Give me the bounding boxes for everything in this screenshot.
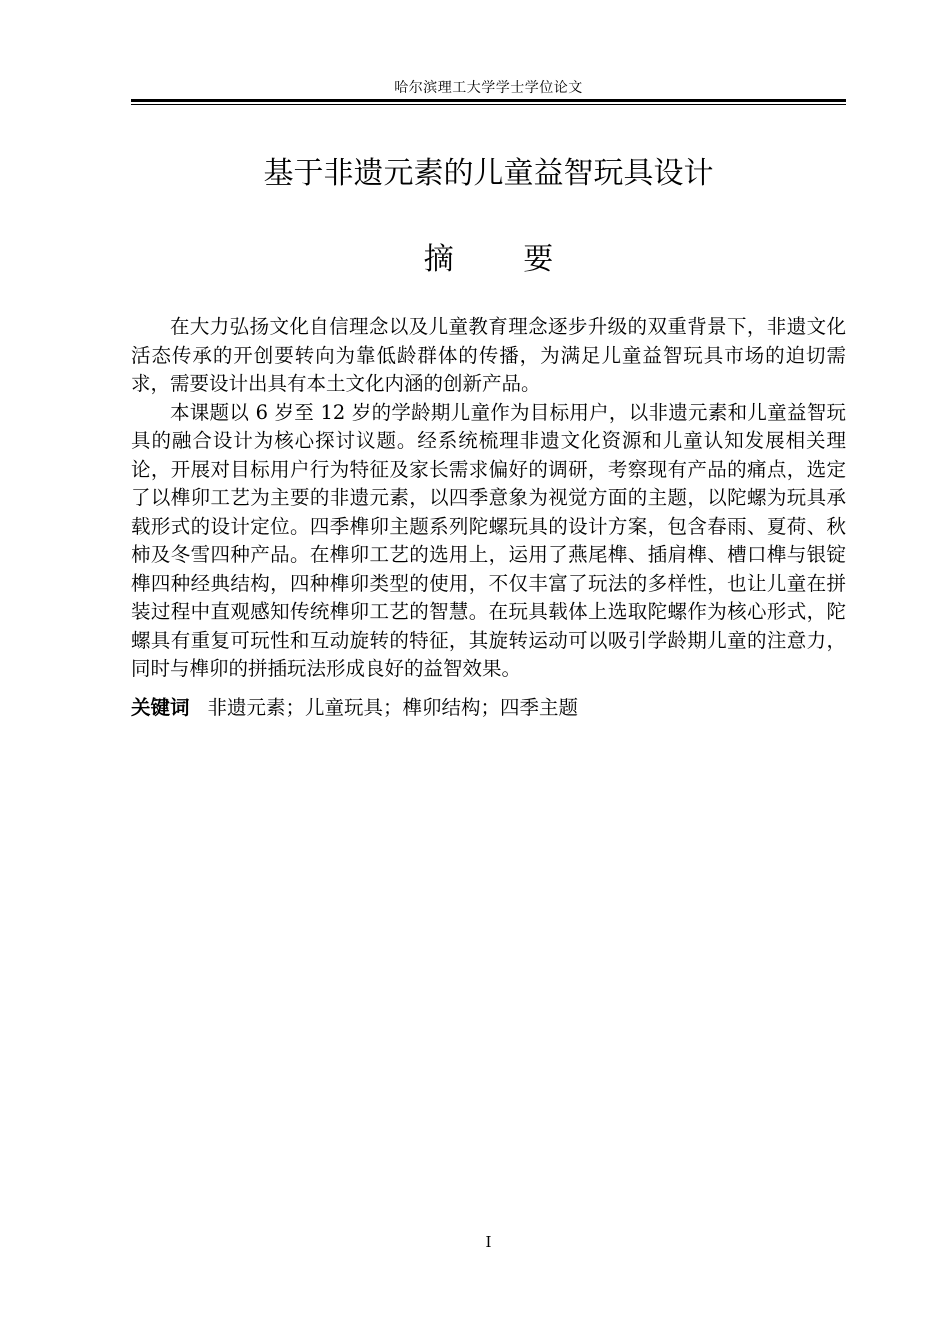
keywords-label: 关键词	[131, 696, 190, 719]
abstract-paragraph-2: 本课题以 6 岁至 12 岁的学龄期儿童作为目标用户，以非遗元素和儿童益智玩具的融合设计为核心探讨议题。经系统梳理非遗文化资源和儿童认知发展相关理论，开展对目标用户行为特征及家长需求偏好的调研，考察现有产品的痛点，选定了以榫卯工艺为主要的非遗元素，以四季意象为视觉方面的主题，以陀螺为玩具承载形式的设计定位。四季榫卯主题系列陀螺玩具的设计方案，包含春雨、夏荷、秋柿及冬雪四种产品。在榫卯工艺的选用上，运用了燕尾榫、插肩榫、槽口榫与银锭榫四种经典结构，四种榫卯类型的使用，不仅丰富了玩法的多样性，也让儿童在拼装过程中直观感知传统榫卯工艺的智慧。在玩具载体上选取陀螺作为核心形式，陀螺具有重复可玩性和互动旋转的特征，其旋转运动可以吸引学龄期儿童的注意力，同时与榫卯的拼插玩法形成良好的益智效果。	[131, 400, 846, 680]
keywords-line	[131, 694, 846, 722]
header-rule-thin	[131, 104, 846, 105]
abstract-heading: 摘 要	[423, 242, 554, 277]
abstract-paragraph-1: 在大力弘扬文化自信理念以及儿童教育理念逐步升级的双重背景下，非遗文化活态传承的开创要转向为靠低龄群体的传播，为满足儿童益智玩具市场的迫切需求，需要设计出具有本土文化内涵的创新产品。	[131, 315, 846, 395]
abstract-body	[131, 313, 846, 684]
keywords-text: 非遗元素；儿童玩具；榫卯结构；四季主题	[207, 696, 579, 719]
page-number: I	[485, 1233, 492, 1251]
thesis-title: 基于非遗元素的儿童益智玩具设计	[263, 156, 714, 191]
header-rule-thick	[131, 99, 846, 102]
running-header: 哈尔滨理工大学学士学位论文	[394, 80, 583, 96]
